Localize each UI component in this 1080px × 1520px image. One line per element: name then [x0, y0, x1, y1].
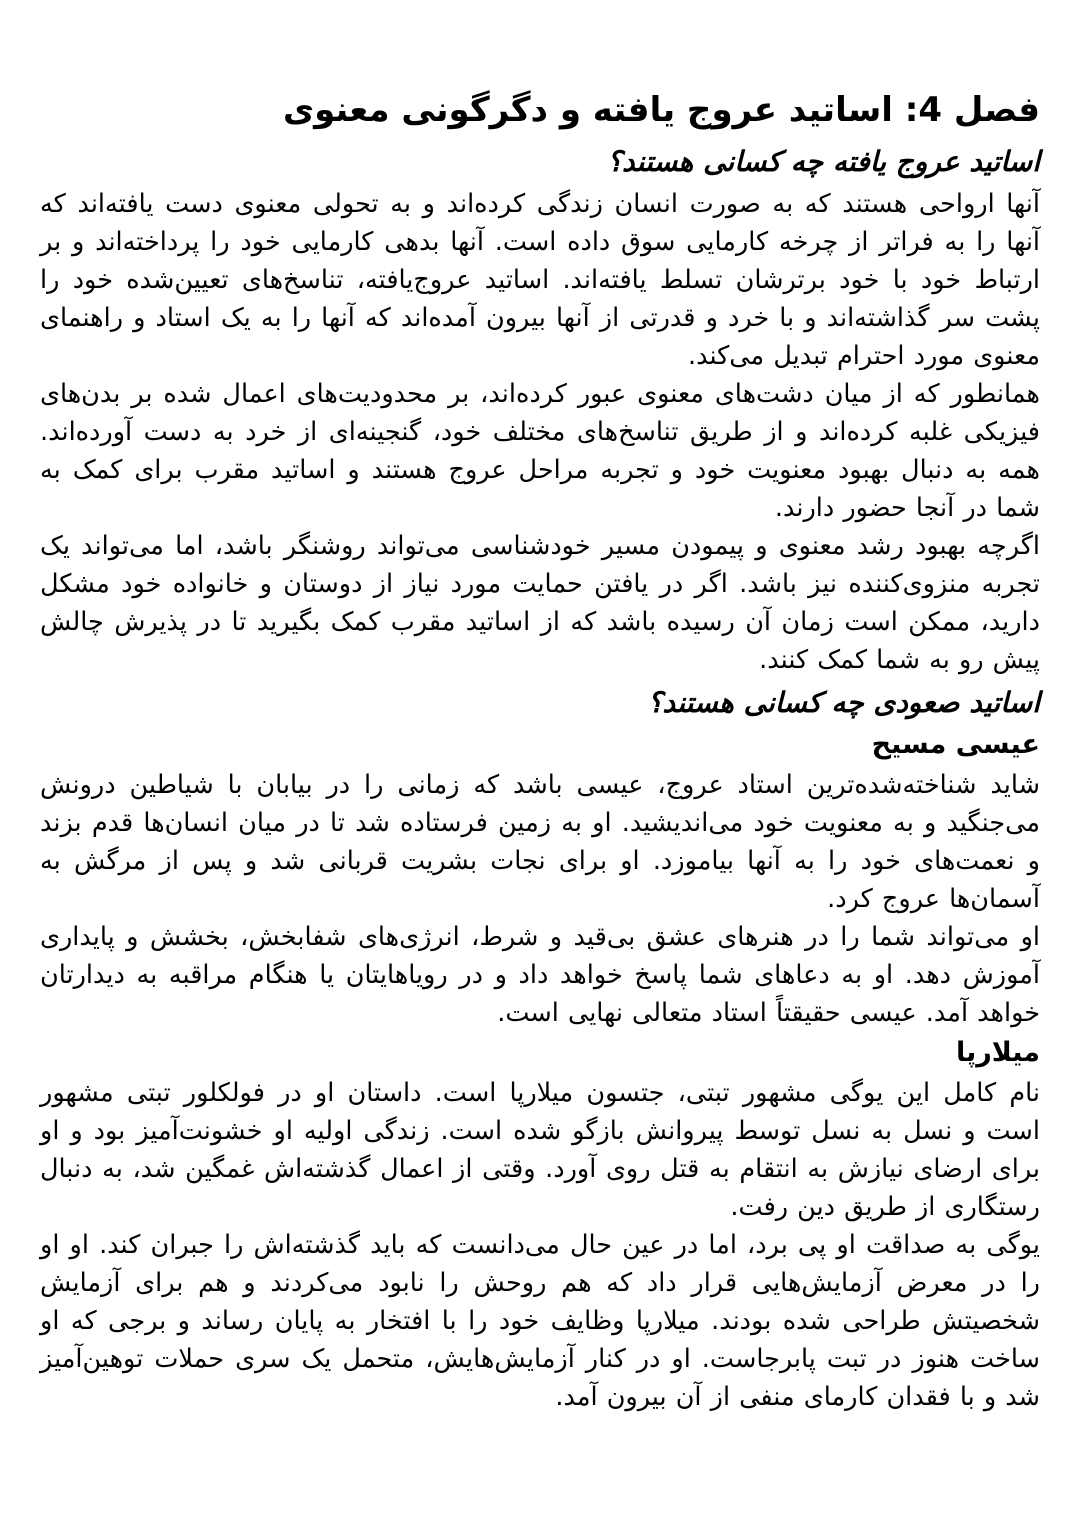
paragraph-ascended-3: اگرچه بهبود رشد معنوی و پیمودن مسیر خودشناسی می‌تواند روشنگر باشد، اما می‌تواند یک تجربه منزوی‌کننده نیز باشد. اگر در یافتن حمایت مورد نیاز از دوستان و خانواده خود مشکل دارید، ممکن است زمان آن رسیده باشد که از اساتید مقرب کمک بگیرید تا در پذیرش چالش پیش رو به شما کمک کنند.: [40, 531, 1040, 676]
master-name-jesus: عیسی مسیح: [871, 729, 1040, 761]
paragraph-ascended-2: همانطور که از میان دشت‌های معنوی عبور کرده‌اند، بر محدودیت‌های اعمال شده بر بدن‌های فیزیکی غلبه کرده‌اند و از طریق تناسخ‌های مختلف خود، گنجینه‌ای از خرد به دست آورده‌اند. همه به دنبال بهبود معنویت خود و تجربه مراحل عروج هستند و اساتید مقرب برای کمک به شما در آنجا حضور دارند.: [40, 379, 1040, 524]
section-heading-who-are-ascending-masters: اساتید صعودی چه کسانی هستند؟: [647, 686, 1040, 720]
paragraph-jesus-2: او می‌تواند شما را در هنرهای عشق بی‌قید و شرط، انرژی‌های شفابخش، بخشش و پایداری آموزش دهد. او به دعاهای شما پاسخ خواهد داد و در رویاهایتان یا هنگام مراقبه به دیدارتان خواهد آمد. عیسی حقیقتاً استاد متعالی نهایی است.: [40, 922, 1040, 1029]
paragraph-ascended-1: آنها ارواحی هستند که به صورت انسان زندگی کرده‌اند و به تحولی معنوی دست یافته‌اند که آنها را به فراتر از چرخه کارمایی سوق داده است. آنها بدهی کارمایی خود را پرداخته‌اند و بر ارتباط خود با خود برترشان تسلط یافته‌اند. اساتید عروج‌یافته، تناسخ‌های تعیین‌شده خود را پشت سر گذاشته‌اند و با خرد و قدرتی از آنها بیرون آمده‌اند که آنها را به یک استاد و راهنمای معنوی مورد احترام تبدیل می‌کند.: [40, 189, 1040, 372]
paragraph-milarepa-2: یوگی به صداقت او پی برد، اما در عین حال می‌دانست که باید گذشته‌اش را جبران کند. او او را در معرض آزمایش‌هایی قرار داد که هم روحش را نابود می‌کردند و هم برای آزمایش شخصیتش طراحی شده بودند. میلارپا وظایف خود را با افتخار به پایان رساند و برجی که او ساخت هنوز در تبت پابرجاست. او در کنار آزمایش‌هایش، متحمل یک سری حملات توهین‌آمیز شد و با فقدان کارمای منفی از آن بیرون آمد.: [40, 1229, 1040, 1412]
master-name-milarepa: میلارپا: [955, 1037, 1040, 1069]
section-heading-ascended-masters: اساتید عروج یافته چه کسانی هستند؟: [607, 144, 1040, 178]
paragraph-jesus-1: شاید شناخته‌شده‌ترین استاد عروج، عیسی باشد که زمانی را در بیابان با شیاطین درونش می‌جنگید و به معنویت خود می‌اندیشید. او به زمین فرستاده شد تا در میان انسان‌ها قدم بزند و نعمت‌های خود را به آنها بیاموزد. او برای نجات بشریت قربانی شد و پس از مرگش به آسمان‌ها عروج کرد.: [40, 770, 1040, 915]
paragraph-milarepa-1: نام کامل این یوگی مشهور تبتی، جتسون میلارپا است. داستان او در فولکلور تبتی مشهور است و نسل به نسل توسط پیروانش بازگو شده است. زندگی اولیه او خشونت‌آمیز بود و او برای ارضای نیازش به انتقام به قتل روی آورد. وقتی از اعمال گذشته‌اش غمگین شد، به دنبال رستگاری از طریق دین رفت.: [40, 1077, 1040, 1222]
chapter-title: فصل 4: اساتید عروج یافته و دگرگونی معنوی: [282, 90, 1040, 130]
